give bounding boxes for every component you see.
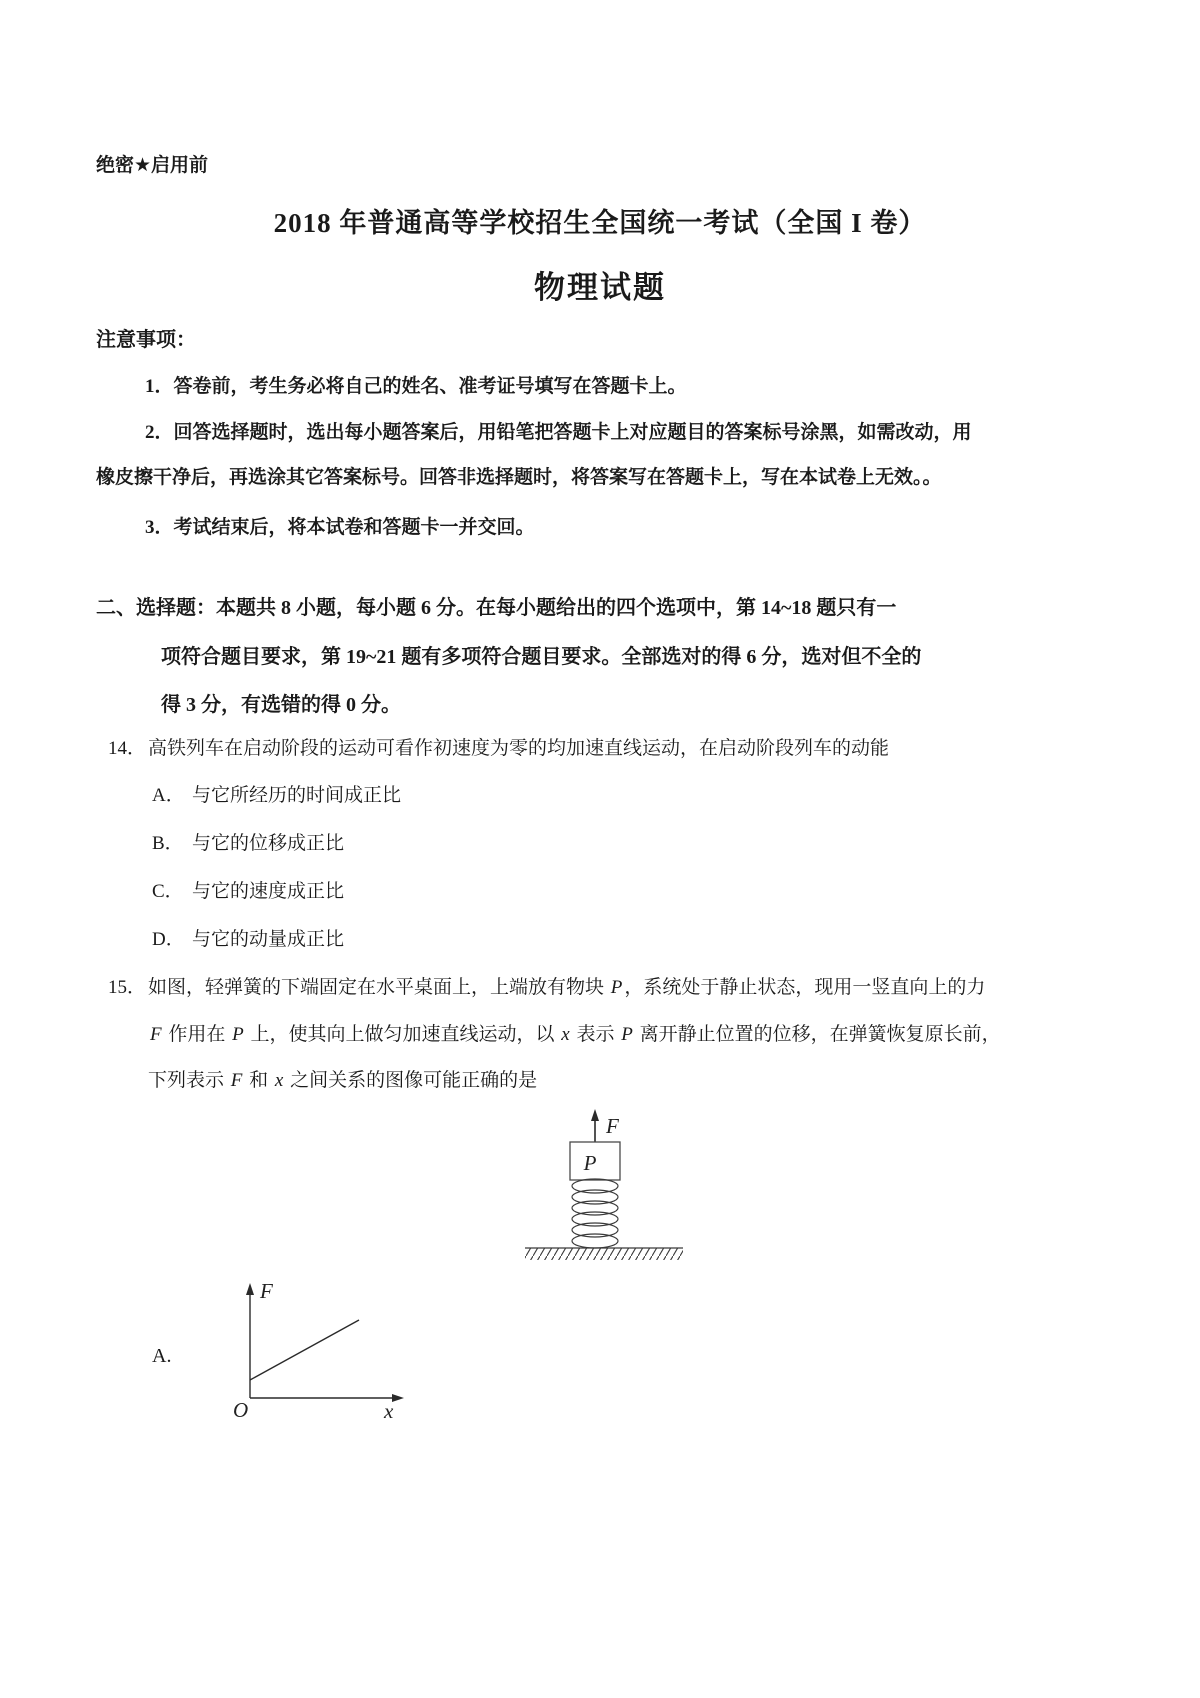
question-15-text-1: 如图，轻弹簧的下端固定在水平桌面上，上端放有物块 P ，系统处于静止状态，现用一竖直向上的力 — [148, 977, 986, 998]
question-15-line-2: F 作用在 P 上，使其向上做匀加速直线运动，以 x 表示 P 离开静止位置的位移，在弹簧恢复原长前， — [150, 1024, 1001, 1045]
question-14-number: 14． — [108, 738, 147, 759]
figure-block-label: P — [583, 1151, 597, 1175]
y-axis — [246, 1283, 254, 1398]
section-heading-line-3: 得 3 分，有选错的得 0 分。 — [161, 694, 401, 716]
notice-item-2-line-2: 橡皮擦干净后，再选涂其它答案标号。回答非选择题时，将答案写在答题卡上，写在本试卷上无效。。 — [96, 467, 942, 488]
security-classification: 绝密★启用前 — [96, 155, 209, 176]
question-14-option-c — [152, 881, 344, 904]
graph-option-a-label: A. — [152, 1345, 172, 1367]
question-14 — [108, 738, 889, 761]
option-b-text: 与它的位移成正比 — [192, 833, 345, 854]
graph-ylabel: F — [260, 1279, 273, 1303]
section-heading-line-2: 项符合题目要求，第 19~21 题有多项符合题目要求。全部选对的得 6 分，选对但不全的 — [161, 646, 922, 668]
section-heading-line-1: 二、选择题：本题共 8 小题，每小题 6 分。在每小题给出的四个选项中，第 14~18 题只有一 — [96, 597, 897, 619]
question-15-number: 15． — [108, 977, 147, 998]
option-b-label: B． — [152, 833, 184, 854]
exam-subtitle: 物理试题 — [534, 270, 666, 305]
option-c-text: 与它的速度成正比 — [192, 881, 345, 902]
option-a-text: 与它所经历的时间成正比 — [192, 785, 402, 806]
spring-icon — [572, 1179, 618, 1248]
x-axis — [250, 1394, 404, 1402]
notice-item-1: 1．答卷前，考生务必将自己的姓名、准考证号填写在答题卡上。 — [145, 376, 687, 397]
graph-origin-label: O — [233, 1398, 249, 1422]
question-14-option-d — [152, 929, 344, 952]
graph-xlabel: x — [384, 1399, 394, 1423]
spring-block-figure — [505, 1100, 705, 1270]
question-14-option-a — [152, 785, 401, 808]
notice-item-2-line-1: 2．回答选择题时，选出每小题答案后，用铅笔把答题卡上对应题目的答案标号涂黑，如需改动，用 — [145, 422, 972, 443]
question-15-line-3: 下列表示 F 和 x 之间关系的图像可能正确的是 — [148, 1070, 538, 1091]
option-a-label: A． — [152, 785, 185, 806]
graph-data-line — [250, 1320, 359, 1380]
notice-item-3: 3．考试结束后，将本试卷和答题卡一并交回。 — [145, 517, 535, 538]
option-c-label: C． — [152, 881, 184, 902]
f-x-graph-option-a — [215, 1272, 425, 1432]
exam-title: 2018 年普通高等学校招生全国统一考试（全国 I 卷） — [273, 208, 927, 238]
option-d-text: 与它的动量成正比 — [192, 929, 345, 950]
option-d-label: D． — [152, 929, 185, 950]
notice-heading: 注意事项： — [96, 329, 196, 351]
ground-hatch-icon — [525, 1248, 683, 1260]
force-arrow-icon — [591, 1109, 599, 1142]
question-15-line-1 — [108, 977, 985, 1000]
figure-force-label: F — [606, 1114, 619, 1138]
question-14-text: 高铁列车在启动阶段的运动可看作初速度为零的均加速直线运动，在启动阶段列车的动能 — [148, 738, 890, 759]
question-14-option-b — [152, 833, 344, 856]
